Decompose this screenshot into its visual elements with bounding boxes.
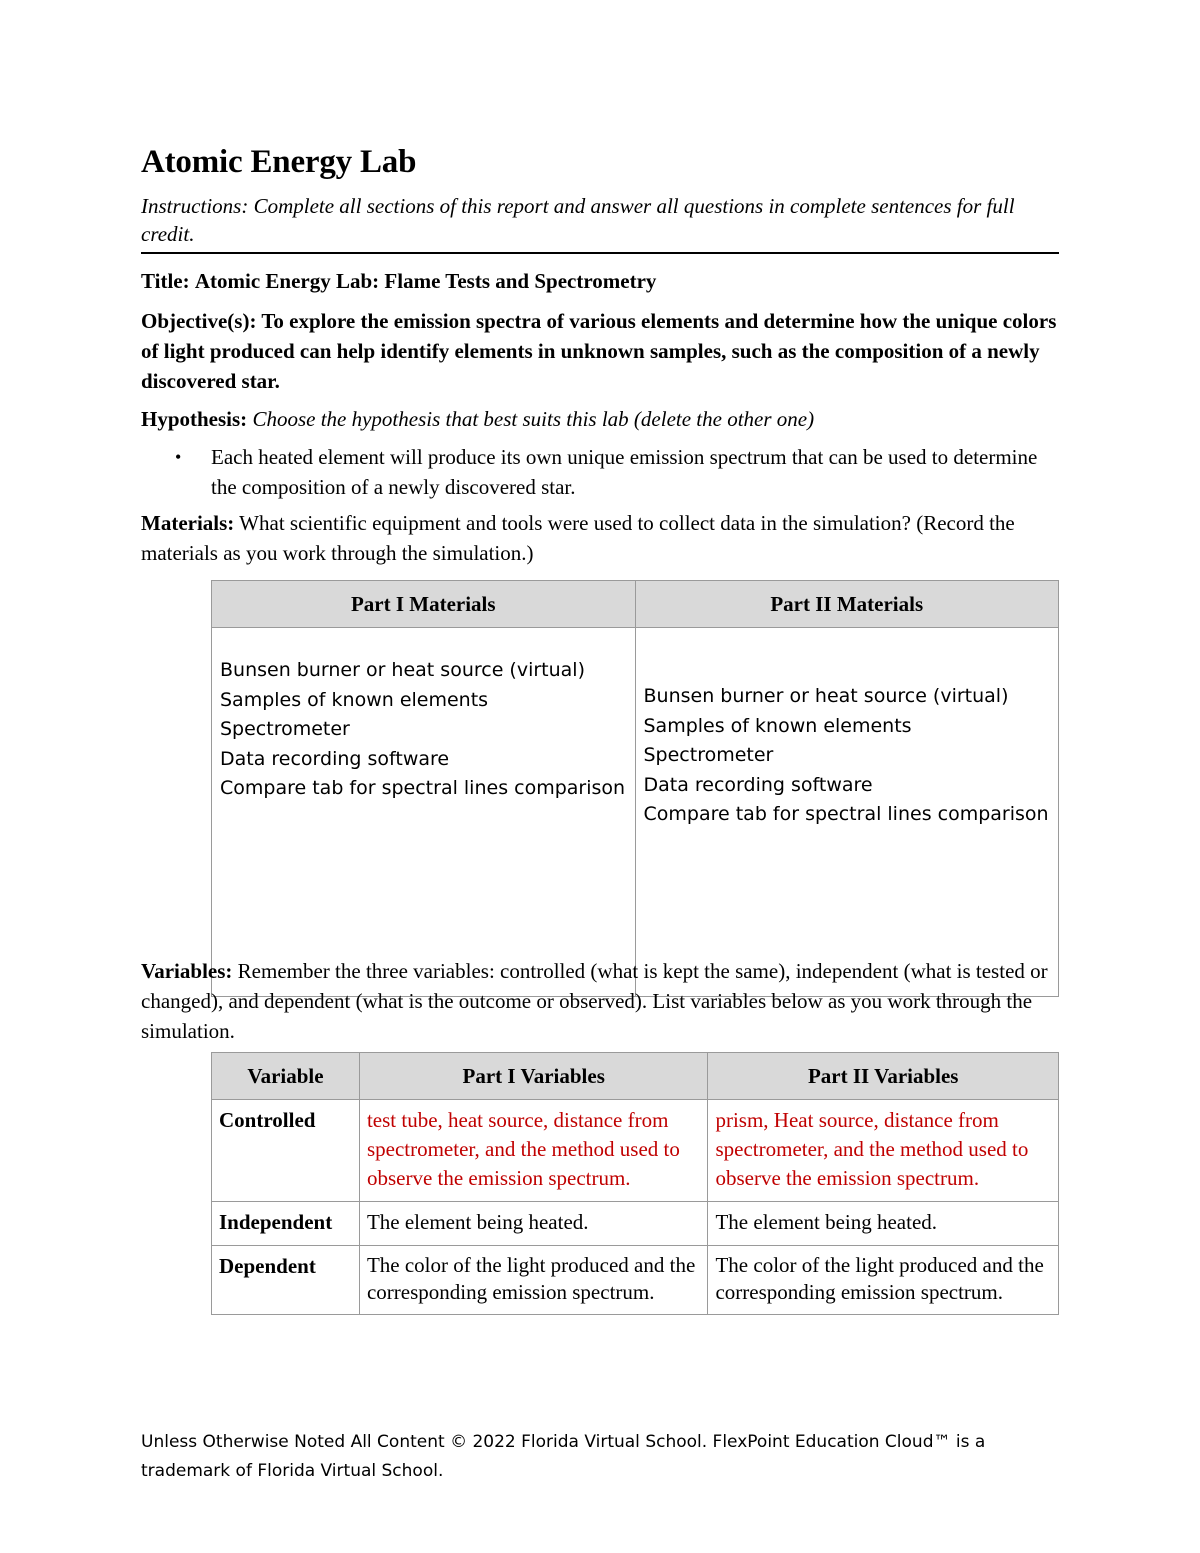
material-item: Bunsen burner or heat source (virtual) bbox=[643, 685, 1009, 707]
variable-part2-answer[interactable]: The color of the light produced and the corresponding emission spectrum. bbox=[708, 1246, 1059, 1315]
materials-cell-part1[interactable] bbox=[212, 628, 636, 997]
instructions-text: Instructions: Complete all sections of this report and answer all questions in complete sentences for full credit. bbox=[141, 192, 1059, 254]
hypothesis bbox=[141, 404, 1059, 434]
hypothesis-prompt: Choose the hypothesis that best suits this lab (delete the other one) bbox=[252, 407, 815, 431]
document-page bbox=[141, 140, 1059, 1304]
report-title-label: Title: bbox=[141, 269, 190, 293]
materials bbox=[141, 508, 1059, 568]
bullet-icon: • bbox=[175, 447, 182, 467]
variable-name: Controlled bbox=[212, 1100, 360, 1202]
material-item: Data recording software bbox=[220, 747, 450, 770]
variable-part1-answer[interactable]: The element being heated. bbox=[359, 1202, 708, 1246]
materials-table bbox=[211, 580, 1059, 997]
report-title bbox=[141, 266, 1059, 296]
variables-header-part1: Part I Variables bbox=[359, 1053, 708, 1100]
variables-text: Remember the three variables: controlled (what is kept the same), independent (what is tested or changed), and dependent (what is the outcome or observed). List variables below as you work through the simulation. bbox=[141, 959, 1048, 1043]
materials-text: What scientific equipment and tools were used to collect data in the simulation? (Record the materials as you work through the simulation.) bbox=[141, 511, 1015, 565]
material-item: Compare tab for spectral lines comparison bbox=[220, 777, 626, 799]
material-item: Spectrometer bbox=[643, 744, 774, 766]
hypothesis-bullet bbox=[141, 442, 1059, 502]
objective-label: Objective(s): bbox=[141, 309, 257, 333]
hypothesis-label: Hypothesis: bbox=[141, 407, 248, 431]
materials-header-part2: Part II Materials bbox=[635, 581, 1059, 628]
variables-table bbox=[211, 1052, 1059, 1315]
variable-name: Independent bbox=[212, 1202, 360, 1246]
variable-part1-answer[interactable]: The color of the light produced and the corresponding emission spectrum. bbox=[359, 1246, 708, 1315]
variables-label: Variables: bbox=[141, 959, 233, 983]
material-item: Bunsen burner or heat source (virtual) bbox=[220, 659, 585, 681]
material-item: Samples of known elements bbox=[220, 688, 489, 711]
material-item: Samples of known elements bbox=[643, 714, 912, 737]
material-item: Compare tab for spectral lines comparison bbox=[643, 803, 1049, 825]
table-row bbox=[212, 1246, 1059, 1315]
hypothesis-bullet-text: Each heated element will produce its own unique emission spectrum that can be used to determine the composition of a newly discovered star. bbox=[211, 445, 1038, 499]
variable-name: Dependent bbox=[212, 1246, 360, 1315]
variables-header-variable: Variable bbox=[212, 1053, 360, 1100]
materials-header-part1: Part I Materials bbox=[212, 581, 636, 628]
copyright-footer: Unless Otherwise Noted All Content © 2022 Florida Virtual School. FlexPoint Education Cloud™ is a trademark of Florida Virtual School. bbox=[141, 1432, 986, 1481]
material-item: Spectrometer bbox=[220, 718, 350, 740]
objective-text: To explore the emission spectra of various elements and determine how the unique colors of light produced can help identify elements in unknown samples, such as the composition of a newly discovered star. bbox=[141, 309, 1057, 393]
table-row bbox=[212, 1202, 1059, 1246]
variable-part2-answer[interactable]: prism, Heat source, distance from spectrometer, and the method used to observe the emission spectrum. bbox=[708, 1100, 1059, 1202]
report-title-text: Atomic Energy Lab: Flame Tests and Spectrometry bbox=[194, 269, 657, 293]
table-row bbox=[212, 1100, 1059, 1202]
materials-label: Materials: bbox=[141, 511, 235, 535]
material-item: Data recording software bbox=[643, 773, 873, 796]
objective bbox=[141, 306, 1059, 396]
variables bbox=[141, 956, 1059, 1046]
materials-cell-part2[interactable] bbox=[635, 628, 1059, 997]
variable-part2-answer[interactable]: The element being heated. bbox=[708, 1202, 1059, 1246]
variables-header-part2: Part II Variables bbox=[708, 1053, 1059, 1100]
variable-part1-answer[interactable]: test tube, heat source, distance from spectrometer, and the method used to observe the emission spectrum. bbox=[359, 1100, 708, 1202]
document-title: Atomic Energy Lab bbox=[141, 144, 417, 180]
